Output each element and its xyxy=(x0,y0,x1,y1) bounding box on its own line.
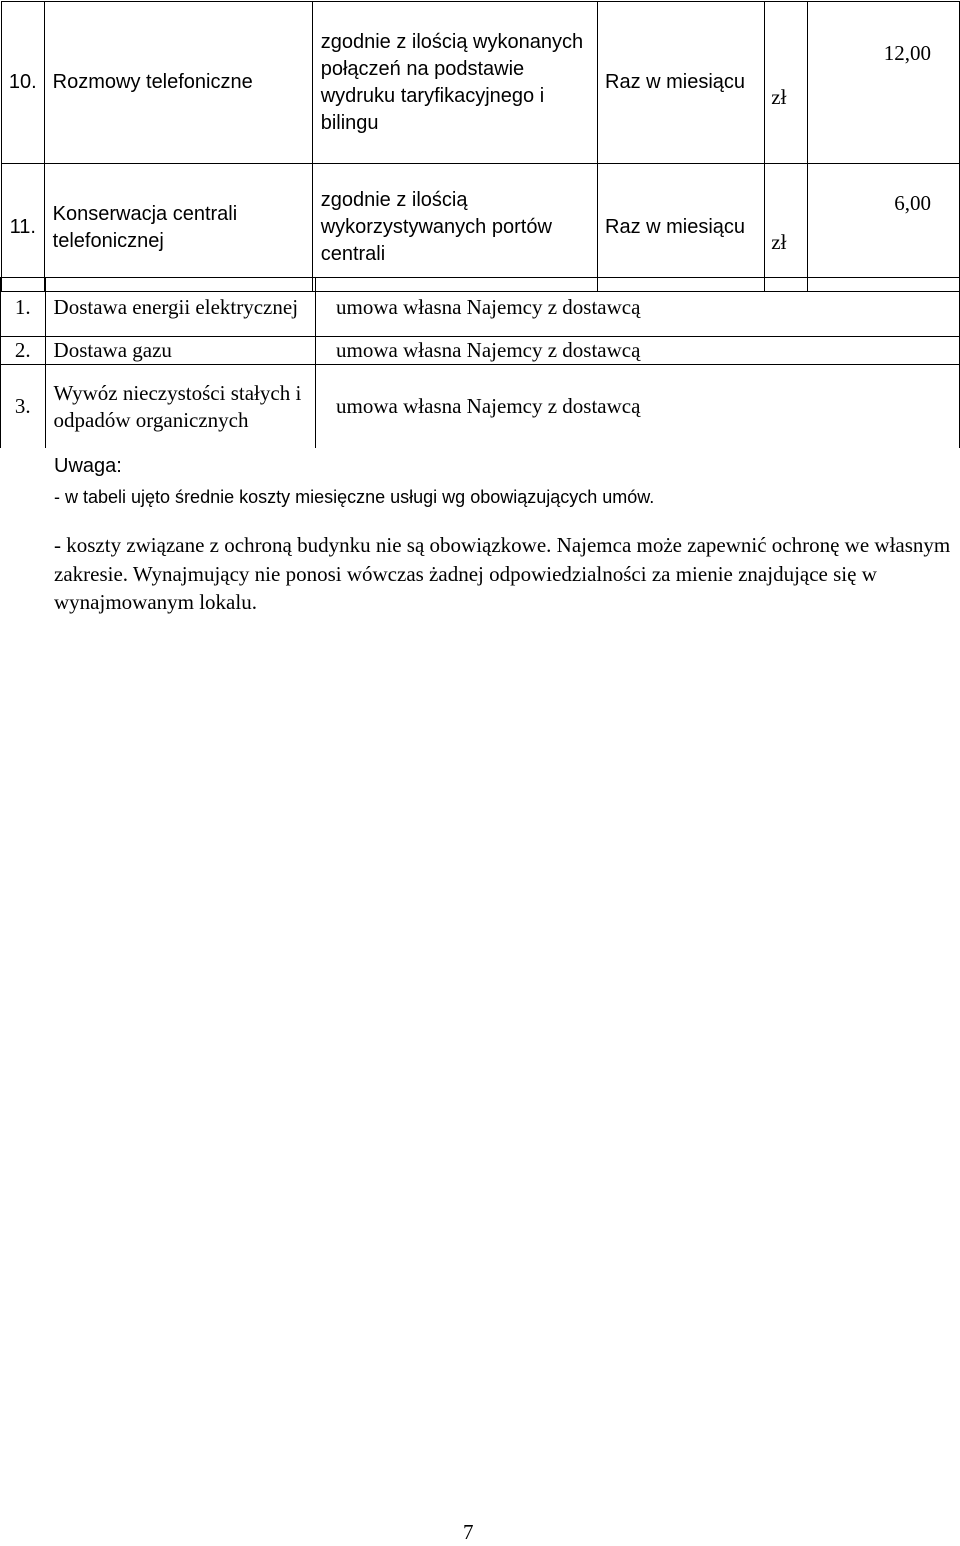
utility-name: Dostawa gazu xyxy=(45,337,316,365)
contract-type: umowa własna Najemcy z dostawcą xyxy=(316,337,960,365)
note-paragraph: - koszty związane z ochroną budynku nie są obowiązkowe. Najemca może zapewnić ochronę we własnym zakresie. Wynajmujący nie ponosi wówczas żadnej odpowiedzialności za mienie znajdujące się w wynajmowanym lokalu. xyxy=(54,533,951,614)
utility-name: Wywóz nieczystości stałych i odpadów organicznych xyxy=(45,365,316,449)
service-name: Konserwacja centrali telefonicznej xyxy=(44,164,312,292)
table-row xyxy=(2,2,960,164)
billing-frequency: Raz w miesiącu xyxy=(598,2,765,164)
table-row xyxy=(1,365,960,449)
contract-type: umowa własna Najemcy z dostawcą xyxy=(316,278,960,337)
row-number: 10. xyxy=(2,2,45,164)
note-label: Uwaga: xyxy=(54,455,122,477)
row-number: 1. xyxy=(1,278,46,337)
table-row xyxy=(2,164,960,292)
row-number: 3. xyxy=(1,365,46,449)
contract-type: umowa własna Najemcy z dostawcą xyxy=(316,365,960,449)
row-number: 2. xyxy=(1,337,46,365)
table-row xyxy=(1,337,960,365)
billing-basis: zgodnie z ilością wykorzystywanych portów centrali xyxy=(312,164,597,292)
contracts-table xyxy=(0,277,960,448)
utility-name: Dostawa energii elektrycznej xyxy=(45,278,316,337)
currency: zł xyxy=(765,164,808,292)
amount: 6,00 xyxy=(808,164,960,292)
service-name: Rozmowy telefoniczne xyxy=(44,2,312,164)
billing-frequency: Raz w miesiącu xyxy=(598,164,765,292)
billing-basis: zgodnie z ilością wykonanych połączeń na podstawie wydruku taryfikacyjnego i bilingu xyxy=(312,2,597,164)
page-number: 7 xyxy=(463,1520,474,1544)
row-number: 11. xyxy=(2,164,45,292)
amount: 12,00 xyxy=(808,2,960,164)
table-row xyxy=(1,278,960,337)
currency: zł xyxy=(765,2,808,164)
services-table xyxy=(1,1,960,292)
note-line: - w tabeli ujęto średnie koszty miesięczne usługi wg obowiązujących umów. xyxy=(54,487,655,507)
